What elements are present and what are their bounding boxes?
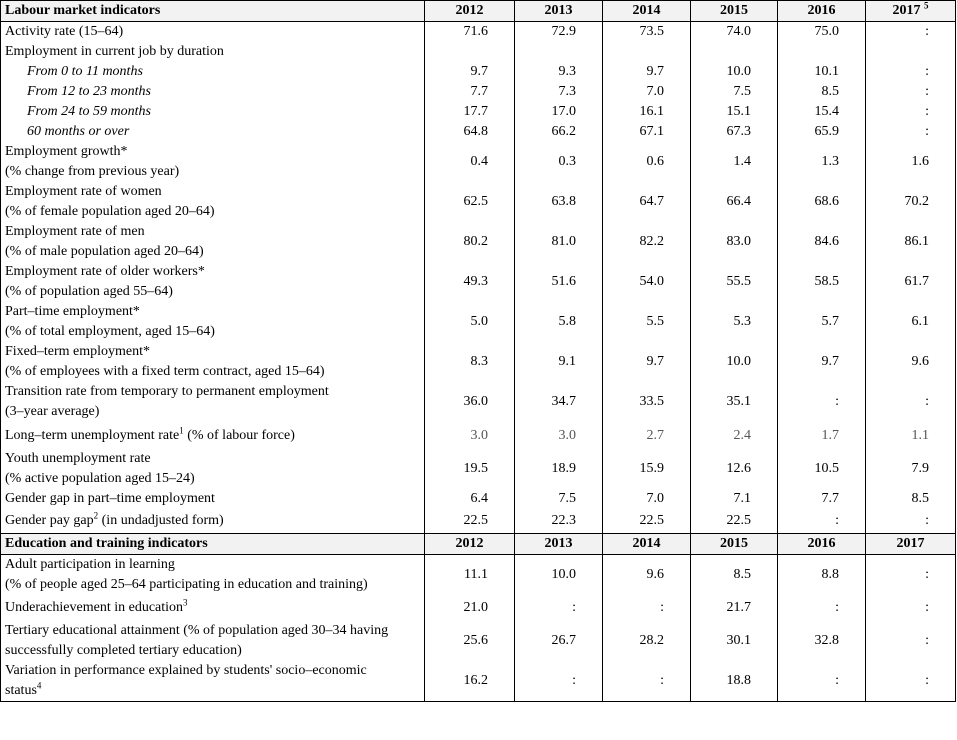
cell-value: 28.2 bbox=[603, 621, 691, 661]
cell-value: 8.5 bbox=[778, 82, 866, 102]
cell-value: 63.8 bbox=[515, 182, 603, 222]
cell-value: 35.1 bbox=[691, 382, 778, 422]
cell-value: 1.4 bbox=[691, 142, 778, 182]
education-section-header: Education and training indicators bbox=[1, 533, 425, 554]
cell-value: 61.7 bbox=[866, 262, 956, 302]
cell-value: 10.1 bbox=[778, 62, 866, 82]
labour-section-header: Labour market indicators bbox=[1, 1, 425, 22]
row-label: 60 months or over bbox=[1, 122, 425, 142]
year-header: 2012 bbox=[425, 1, 515, 22]
cell-value: 73.5 bbox=[603, 22, 691, 43]
row-label: Long–term unemployment rate$^1$ (% of labour force) bbox=[1, 422, 425, 449]
table-row bbox=[1, 661, 956, 702]
cell-value: 82.2 bbox=[603, 222, 691, 262]
row-label: Underachievement in education$^3$ bbox=[1, 595, 425, 621]
cell-value: 70.2 bbox=[866, 182, 956, 222]
cell-value: 54.0 bbox=[603, 262, 691, 302]
cell-value: 16.1 bbox=[603, 102, 691, 122]
cell-value: 83.0 bbox=[691, 222, 778, 262]
cell-value: 7.5 bbox=[691, 82, 778, 102]
cell-value: 74.0 bbox=[691, 22, 778, 43]
year-header: 2013 bbox=[515, 1, 603, 22]
cell-value: 25.6 bbox=[425, 621, 515, 661]
cell-value: 65.9 bbox=[778, 122, 866, 142]
cell-value: 12.6 bbox=[691, 449, 778, 489]
table-row bbox=[1, 302, 956, 342]
cell-value: 7.5 bbox=[515, 489, 603, 509]
cell-value: 32.8 bbox=[778, 621, 866, 661]
cell-value: 81.0 bbox=[515, 222, 603, 262]
cell-value: : bbox=[866, 62, 956, 82]
cell-value: 66.4 bbox=[691, 182, 778, 222]
cell-value: 80.2 bbox=[425, 222, 515, 262]
table-row bbox=[1, 182, 956, 222]
cell-value: 3.0 bbox=[515, 422, 603, 449]
cell-value: 1.7 bbox=[778, 422, 866, 449]
cell-value: 17.0 bbox=[515, 102, 603, 122]
cell-value: 9.7 bbox=[425, 62, 515, 82]
cell-value: 30.1 bbox=[691, 621, 778, 661]
row-label: Employment rate of men (% of male population aged 20–64) bbox=[1, 222, 425, 262]
cell-value: 7.3 bbox=[515, 82, 603, 102]
cell-value: 18.8 bbox=[691, 661, 778, 702]
cell-value: 1.6 bbox=[866, 142, 956, 182]
cell-value: 11.1 bbox=[425, 554, 515, 595]
table-row bbox=[1, 509, 956, 533]
cell-value: 9.3 bbox=[515, 62, 603, 82]
cell-value: : bbox=[866, 382, 956, 422]
table-row bbox=[1, 82, 956, 102]
cell-value: 68.6 bbox=[778, 182, 866, 222]
table-row bbox=[1, 595, 956, 621]
cell-value: 8.3 bbox=[425, 342, 515, 382]
row-label: Part–time employment* (% of total employment, aged 15–64) bbox=[1, 302, 425, 342]
cell-value: 16.2 bbox=[425, 661, 515, 702]
cell-value: 36.0 bbox=[425, 382, 515, 422]
cell-value: 15.1 bbox=[691, 102, 778, 122]
cell-value: 67.1 bbox=[603, 122, 691, 142]
cell-value: 7.1 bbox=[691, 489, 778, 509]
table-row bbox=[1, 262, 956, 302]
cell-value: 8.5 bbox=[866, 489, 956, 509]
year-header: 2015 bbox=[691, 533, 778, 554]
cell-value: 10.0 bbox=[691, 342, 778, 382]
row-label: Activity rate (15–64) bbox=[1, 22, 425, 43]
cell-value: 5.5 bbox=[603, 302, 691, 342]
cell-value: 71.6 bbox=[425, 22, 515, 43]
cell-value: 9.7 bbox=[778, 342, 866, 382]
cell-value: : bbox=[778, 595, 866, 621]
cell-value: : bbox=[603, 661, 691, 702]
cell-value: 0.3 bbox=[515, 142, 603, 182]
table-row bbox=[1, 382, 956, 422]
cell-value: 9.7 bbox=[603, 342, 691, 382]
row-label: Employment rate of older workers* (% of population aged 55–64) bbox=[1, 262, 425, 302]
row-label: Tertiary educational attainment (% of population aged 30–34 having successfully completed tertiary education) bbox=[1, 621, 425, 661]
year-header: 2014 bbox=[603, 533, 691, 554]
table-row bbox=[1, 22, 956, 43]
table-row bbox=[1, 42, 956, 62]
row-label: Gender gap in part–time employment bbox=[1, 489, 425, 509]
cell-value: 84.6 bbox=[778, 222, 866, 262]
table-row bbox=[1, 554, 956, 595]
cell-value: 75.0 bbox=[778, 22, 866, 43]
table-row bbox=[1, 222, 956, 262]
cell-value: : bbox=[866, 122, 956, 142]
cell-value: 62.5 bbox=[425, 182, 515, 222]
cell-value: 5.3 bbox=[691, 302, 778, 342]
cell-value: : bbox=[866, 621, 956, 661]
cell-value: 6.4 bbox=[425, 489, 515, 509]
cell-value: : bbox=[866, 22, 956, 43]
cell-value: 17.7 bbox=[425, 102, 515, 122]
cell-value: 22.5 bbox=[603, 509, 691, 533]
row-label: From 0 to 11 months bbox=[1, 62, 425, 82]
cell-value: 2.7 bbox=[603, 422, 691, 449]
cell-value: 18.9 bbox=[515, 449, 603, 489]
cell-value: 8.8 bbox=[778, 554, 866, 595]
cell-value: : bbox=[866, 661, 956, 702]
cell-value: 51.6 bbox=[515, 262, 603, 302]
cell-value: 1.1 bbox=[866, 422, 956, 449]
footnote-marker: 4 bbox=[36, 679, 42, 690]
cell-value: 0.6 bbox=[603, 142, 691, 182]
table-row bbox=[1, 621, 956, 661]
table-row bbox=[1, 102, 956, 122]
cell-value: 26.7 bbox=[515, 621, 603, 661]
cell-value: 72.9 bbox=[515, 22, 603, 43]
cell-value: 86.1 bbox=[866, 222, 956, 262]
cell-value: 7.0 bbox=[603, 489, 691, 509]
cell-value: 6.1 bbox=[866, 302, 956, 342]
cell-value: : bbox=[515, 595, 603, 621]
cell-value: 2.4 bbox=[691, 422, 778, 449]
footnote-marker: 2 bbox=[93, 510, 99, 521]
row-label: Variation in performance explained by students' socio–economic status$^4$ bbox=[1, 661, 425, 702]
cell-value: 7.7 bbox=[425, 82, 515, 102]
cell-value: 5.0 bbox=[425, 302, 515, 342]
cell-value: 9.6 bbox=[866, 342, 956, 382]
year-header: 2016 bbox=[778, 1, 866, 22]
cell-value: 3.0 bbox=[425, 422, 515, 449]
cell-value: 64.8 bbox=[425, 122, 515, 142]
row-label: From 12 to 23 months bbox=[1, 82, 425, 102]
footnote-marker: 5 bbox=[924, 0, 929, 11]
row-label: Youth unemployment rate (% active population aged 15–24) bbox=[1, 449, 425, 489]
row-label: Gender pay gap$^2$ (in undadjusted form) bbox=[1, 509, 425, 533]
cell-value: 21.0 bbox=[425, 595, 515, 621]
row-label: From 24 to 59 months bbox=[1, 102, 425, 122]
table-row bbox=[1, 142, 956, 182]
year-header: 2017 $^5$ bbox=[866, 1, 956, 22]
cell-value: 67.3 bbox=[691, 122, 778, 142]
cell-value: : bbox=[515, 661, 603, 702]
cell-value: 15.4 bbox=[778, 102, 866, 122]
footnote-marker: 1 bbox=[179, 424, 184, 435]
education-header-row bbox=[1, 533, 956, 554]
cell-value: : bbox=[866, 554, 956, 595]
cell-value: 9.7 bbox=[603, 62, 691, 82]
cell-value: 22.3 bbox=[515, 509, 603, 533]
year-header: 2013 bbox=[515, 533, 603, 554]
table-row bbox=[1, 342, 956, 382]
year-header: 2017 bbox=[866, 533, 956, 554]
cell-value: 33.5 bbox=[603, 382, 691, 422]
cell-value: 10.5 bbox=[778, 449, 866, 489]
cell-value: : bbox=[866, 509, 956, 533]
row-label: Employment growth* (% change from previous year) bbox=[1, 142, 425, 182]
cell-value: 10.0 bbox=[691, 62, 778, 82]
cell-value: 5.8 bbox=[515, 302, 603, 342]
cell-value: 9.1 bbox=[515, 342, 603, 382]
cell-value: 22.5 bbox=[425, 509, 515, 533]
row-label: Employment in current job by duration bbox=[1, 42, 425, 62]
cell-value: 0.4 bbox=[425, 142, 515, 182]
cell-value: 8.5 bbox=[691, 554, 778, 595]
table-row bbox=[1, 62, 956, 82]
cell-value: : bbox=[866, 102, 956, 122]
cell-value: 55.5 bbox=[691, 262, 778, 302]
table-row bbox=[1, 489, 956, 509]
cell-value: 1.3 bbox=[778, 142, 866, 182]
cell-value: 21.7 bbox=[691, 595, 778, 621]
year-header: 2012 bbox=[425, 533, 515, 554]
cell-value: : bbox=[778, 509, 866, 533]
cell-value: : bbox=[603, 595, 691, 621]
cell-value: : bbox=[866, 82, 956, 102]
cell-value: 9.6 bbox=[603, 554, 691, 595]
cell-value: 64.7 bbox=[603, 182, 691, 222]
year-header: 2015 bbox=[691, 1, 778, 22]
cell-value: 22.5 bbox=[691, 509, 778, 533]
cell-value: 58.5 bbox=[778, 262, 866, 302]
row-label: Adult participation in learning (% of people aged 25–64 participating in education and training) bbox=[1, 554, 425, 595]
cell-value: 49.3 bbox=[425, 262, 515, 302]
table-row bbox=[1, 449, 956, 489]
cell-value: : bbox=[778, 382, 866, 422]
cell-value: 7.9 bbox=[866, 449, 956, 489]
row-label: Fixed–term employment* (% of employees with a fixed term contract, aged 15–64) bbox=[1, 342, 425, 382]
table-row bbox=[1, 122, 956, 142]
cell-value: 10.0 bbox=[515, 554, 603, 595]
footnote-marker: 3 bbox=[183, 596, 188, 607]
row-label: Employment rate of women (% of female population aged 20–64) bbox=[1, 182, 425, 222]
year-header: 2016 bbox=[778, 533, 866, 554]
cell-value: 19.5 bbox=[425, 449, 515, 489]
cell-value: 7.0 bbox=[603, 82, 691, 102]
cell-value: 66.2 bbox=[515, 122, 603, 142]
cell-value: : bbox=[866, 595, 956, 621]
row-label: Transition rate from temporary to permanent employment (3–year average) bbox=[1, 382, 425, 422]
labour-header-row bbox=[1, 1, 956, 22]
cell-value: : bbox=[778, 661, 866, 702]
cell-value: 5.7 bbox=[778, 302, 866, 342]
table-row bbox=[1, 422, 956, 449]
cell-value: 15.9 bbox=[603, 449, 691, 489]
cell-value: 34.7 bbox=[515, 382, 603, 422]
cell-value: 7.7 bbox=[778, 489, 866, 509]
year-header: 2014 bbox=[603, 1, 691, 22]
